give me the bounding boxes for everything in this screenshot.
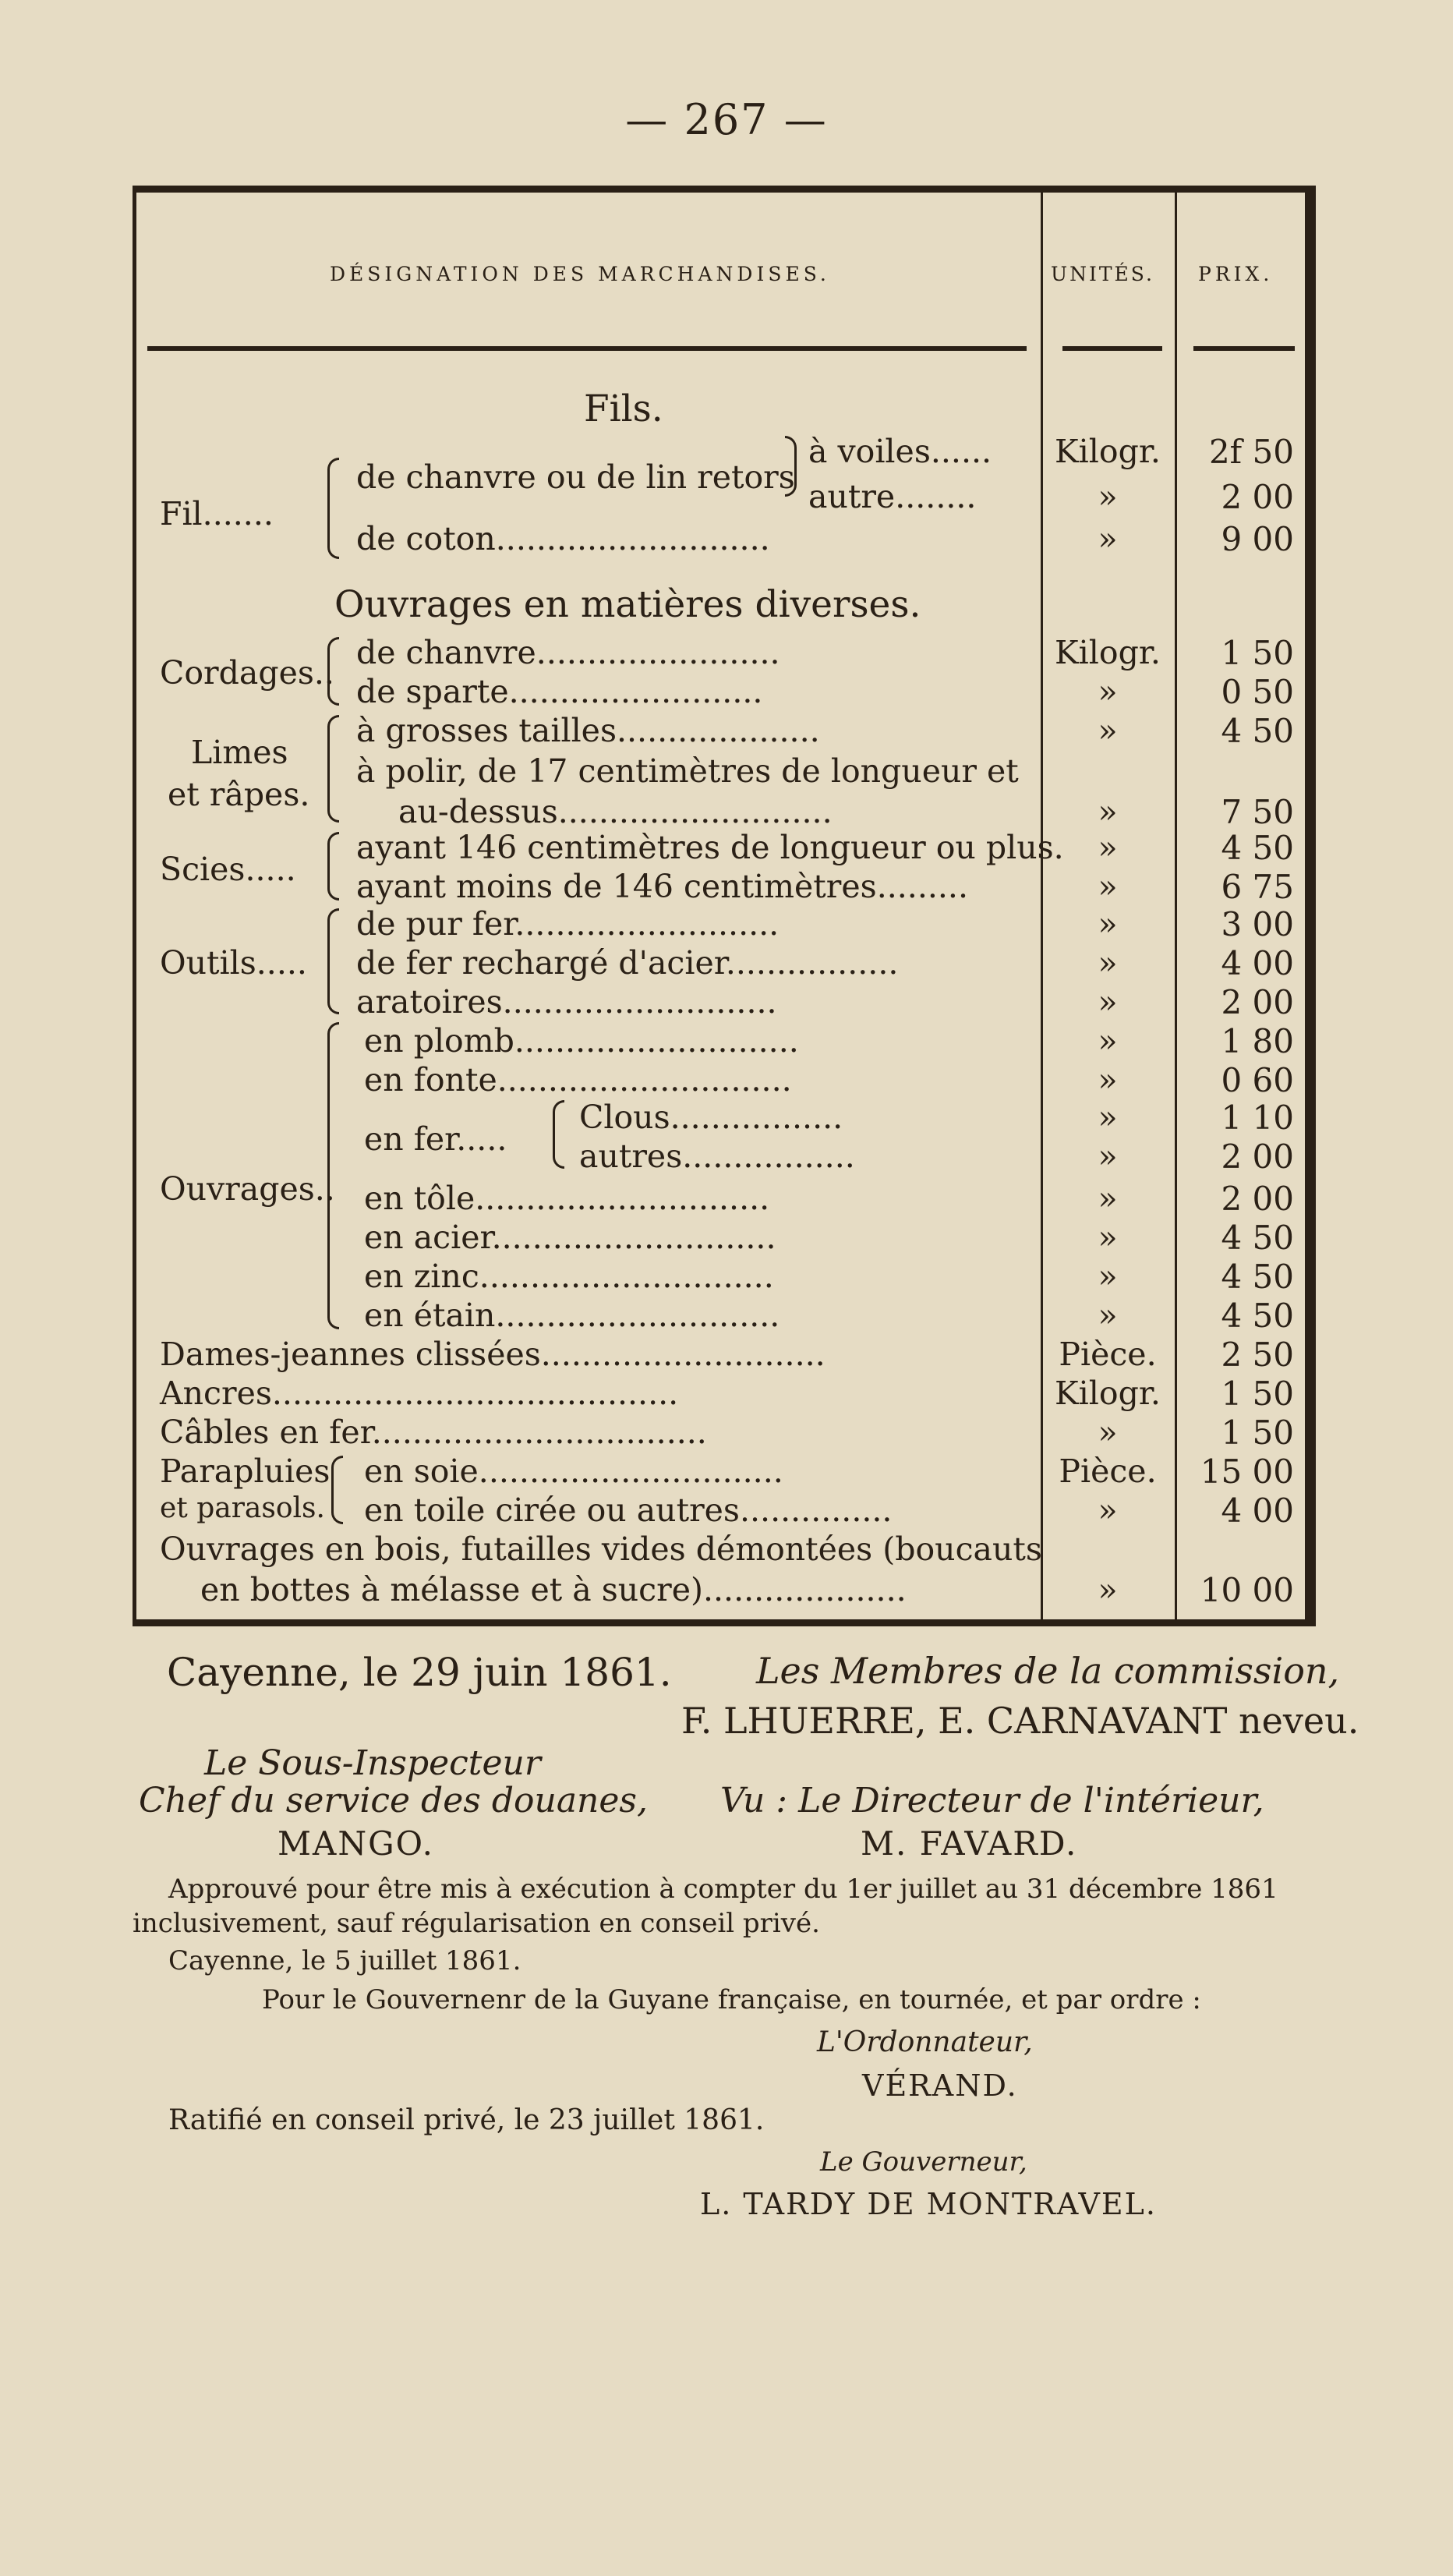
page-number: — 267 — (625, 95, 828, 144)
unit-cell: » (1098, 1571, 1118, 1608)
unit-cell: Pièce. (1059, 1336, 1157, 1373)
row-label: ayant moins de 146 centimètres......... (356, 868, 968, 905)
row-label: de pur fer.......................... (356, 905, 780, 943)
brace (327, 1022, 339, 1329)
price-cell: 1 50 (1221, 634, 1294, 672)
row-label: à polir, de 17 centimètres de longueur et (356, 752, 1019, 790)
row-label: de fer rechargé d'acier................. (356, 944, 899, 982)
brace (553, 1100, 564, 1169)
price-cell: 1 80 (1221, 1022, 1294, 1060)
row-label: au-dessus........................... (398, 793, 833, 830)
group-label: Fil....... (160, 495, 274, 533)
price-cell: 2 50 (1221, 1336, 1294, 1374)
price-cell: 2 00 (1221, 1138, 1294, 1176)
price-cell: 9 00 (1221, 520, 1294, 558)
row-label: en étain............................ (364, 1297, 780, 1334)
sous-inspecteur-title: Le Sous-Inspecteur (204, 1743, 541, 1783)
unit-cell: » (1098, 983, 1118, 1021)
unit-cell: » (1098, 478, 1118, 515)
price-cell: 0 60 (1221, 1061, 1294, 1099)
brace (327, 637, 339, 706)
group-label: et parasols. (160, 1492, 325, 1524)
row-label: ayant 146 centimètres de longueur ou plus. (356, 829, 1064, 866)
row-label: de chanvre........................ (356, 634, 780, 671)
price-cell: 2 00 (1221, 983, 1294, 1021)
price-cell: 4 00 (1221, 944, 1294, 982)
sous-inspecteur-service: Chef du service des douanes, (139, 1781, 648, 1821)
unit-cell: » (1098, 1219, 1118, 1256)
unit-cell: » (1098, 944, 1118, 982)
unit-cell: » (1098, 905, 1118, 943)
header-rule (1062, 346, 1162, 351)
brace (785, 436, 797, 497)
place-date: Cayenne, le 29 juin 1861. (167, 1650, 672, 1695)
unit-cell: » (1098, 1022, 1118, 1060)
row-label: en zinc............................. (364, 1258, 774, 1295)
brace (327, 832, 339, 901)
group-label: Outils..... (160, 944, 307, 982)
price-cell: 4 50 (1221, 1258, 1294, 1296)
price-cell: 4 50 (1221, 1297, 1294, 1335)
column-divider (1041, 193, 1043, 1619)
header-units: UNITÉS. (1051, 263, 1154, 285)
row-label: en toile cirée ou autres............... (364, 1491, 893, 1529)
brace (327, 715, 339, 823)
approval-text: inclusivement, sauf régularisation en conseil privé. (133, 1908, 820, 1939)
section-title: Fils. (584, 387, 663, 430)
unit-cell: » (1098, 1099, 1118, 1136)
unit-cell: » (1098, 1138, 1118, 1175)
price-cell: 1 50 (1221, 1375, 1294, 1413)
price-cell: 2 00 (1221, 1180, 1294, 1218)
unit-cell: » (1098, 1297, 1118, 1334)
price-cell: 15 00 (1200, 1453, 1294, 1491)
row-label: aratoires........................... (356, 983, 777, 1021)
row-label: Clous................. (579, 1099, 843, 1136)
ordonnateur-name: VÉRAND. (862, 2068, 1018, 2103)
unit-cell: Kilogr. (1055, 1375, 1161, 1412)
price-cell: 1 50 (1221, 1414, 1294, 1452)
unit-cell: » (1098, 712, 1118, 749)
row-label: en soie.............................. (364, 1453, 783, 1490)
price-cell: 3 00 (1221, 905, 1294, 943)
price-cell: 0 50 (1221, 673, 1294, 711)
unit-cell: » (1098, 1258, 1118, 1295)
group-label: et râpes. (168, 776, 310, 813)
price-cell: 4 50 (1221, 1219, 1294, 1257)
unit-cell: Kilogr. (1055, 433, 1161, 470)
row-label: autre........ (808, 478, 977, 515)
brace (327, 908, 339, 1014)
price-cell: 7 50 (1221, 793, 1294, 831)
unit-cell: » (1098, 793, 1118, 830)
unit-cell: Kilogr. (1055, 634, 1161, 671)
price-cell: 10 00 (1200, 1571, 1294, 1609)
unit-cell: » (1098, 673, 1118, 710)
approval-date: Cayenne, le 5 juillet 1861. (168, 1945, 521, 1976)
unit-cell: » (1098, 829, 1118, 866)
row-label: de sparte......................... (356, 673, 763, 710)
gouverneur-name: L. TARDY DE MONTRAVEL. (700, 2187, 1157, 2221)
row-label: de coton........................... (356, 520, 770, 557)
section-title: Ouvrages en matières diverses. (334, 583, 921, 626)
row-label: Ouvrages en bois, futailles vides démontées (boucauts (160, 1530, 1042, 1568)
tariff-table (133, 186, 1316, 1626)
row-label: Dames-jeannes clissées............................ (160, 1336, 825, 1373)
directeur-name: M. FAVARD. (861, 1824, 1078, 1863)
row-label: Ancres........................................ (160, 1375, 679, 1412)
unit-cell: » (1098, 1061, 1118, 1099)
price-cell: 2f 50 (1208, 433, 1294, 471)
price-cell: 2 00 (1221, 478, 1294, 516)
row-label: en plomb............................ (364, 1022, 799, 1060)
unit-cell: » (1098, 1414, 1118, 1451)
header-rule (1193, 346, 1295, 351)
ordonnateur-title: L'Ordonnateur, (817, 2026, 1033, 2058)
row-label: en tôle............................. (364, 1180, 770, 1217)
gouverneur-title: Le Gouverneur, (820, 2146, 1027, 2178)
brace (331, 1456, 343, 1524)
group-label: Scies..... (160, 851, 296, 888)
group-label: Cordages.. (160, 654, 334, 692)
row-label: en bottes à mélasse et à sucre).................... (200, 1571, 907, 1608)
header-price: PRIX. (1198, 263, 1274, 285)
group-label: Parapluies (160, 1453, 331, 1490)
price-cell: 4 50 (1221, 712, 1294, 750)
vu-directeur: Vu : Le Directeur de l'intérieur, (720, 1781, 1264, 1821)
price-cell: 6 75 (1221, 868, 1294, 906)
price-cell: 1 10 (1221, 1099, 1294, 1137)
row-label: en fonte............................. (364, 1061, 792, 1099)
ratification: Ratifié en conseil privé, le 23 juillet 1861. (168, 2104, 765, 2136)
header-rule (147, 346, 1027, 351)
row-label: en fer..... (364, 1120, 507, 1158)
approval-text: Approuvé pour être mis à exécution à compter du 1er juillet au 31 décembre 1861 (168, 1874, 1278, 1905)
row-label: autres................. (579, 1138, 855, 1175)
group-label: Ouvrages.. (160, 1170, 335, 1208)
group-label: Limes (191, 734, 288, 771)
row-label: Câbles en fer................................. (160, 1414, 707, 1451)
price-cell: 4 00 (1221, 1491, 1294, 1530)
sous-inspecteur-name: MANGO. (278, 1824, 434, 1863)
header-designation: DÉSIGNATION DES MARCHANDISES. (330, 263, 830, 285)
unit-cell: Pièce. (1059, 1453, 1157, 1490)
price-cell: 4 50 (1221, 829, 1294, 867)
order-line: Pour le Gouvernenr de la Guyane française, en tournée, et par ordre : (262, 1984, 1201, 2015)
row-label: de chanvre ou de lin retors (356, 458, 795, 496)
row-label: à grosses tailles.................... (356, 712, 820, 749)
unit-cell: » (1098, 1491, 1118, 1529)
members-title: Les Membres de la commission, (756, 1650, 1340, 1692)
members-names: F. LHUERRE, E. CARNAVANT neveu. (681, 1700, 1359, 1742)
unit-cell: » (1098, 1180, 1118, 1217)
row-label: à voiles...... (808, 433, 992, 470)
row-label: en acier............................ (364, 1219, 776, 1256)
brace (327, 458, 339, 559)
unit-cell: » (1098, 868, 1118, 905)
unit-cell: » (1098, 520, 1118, 557)
